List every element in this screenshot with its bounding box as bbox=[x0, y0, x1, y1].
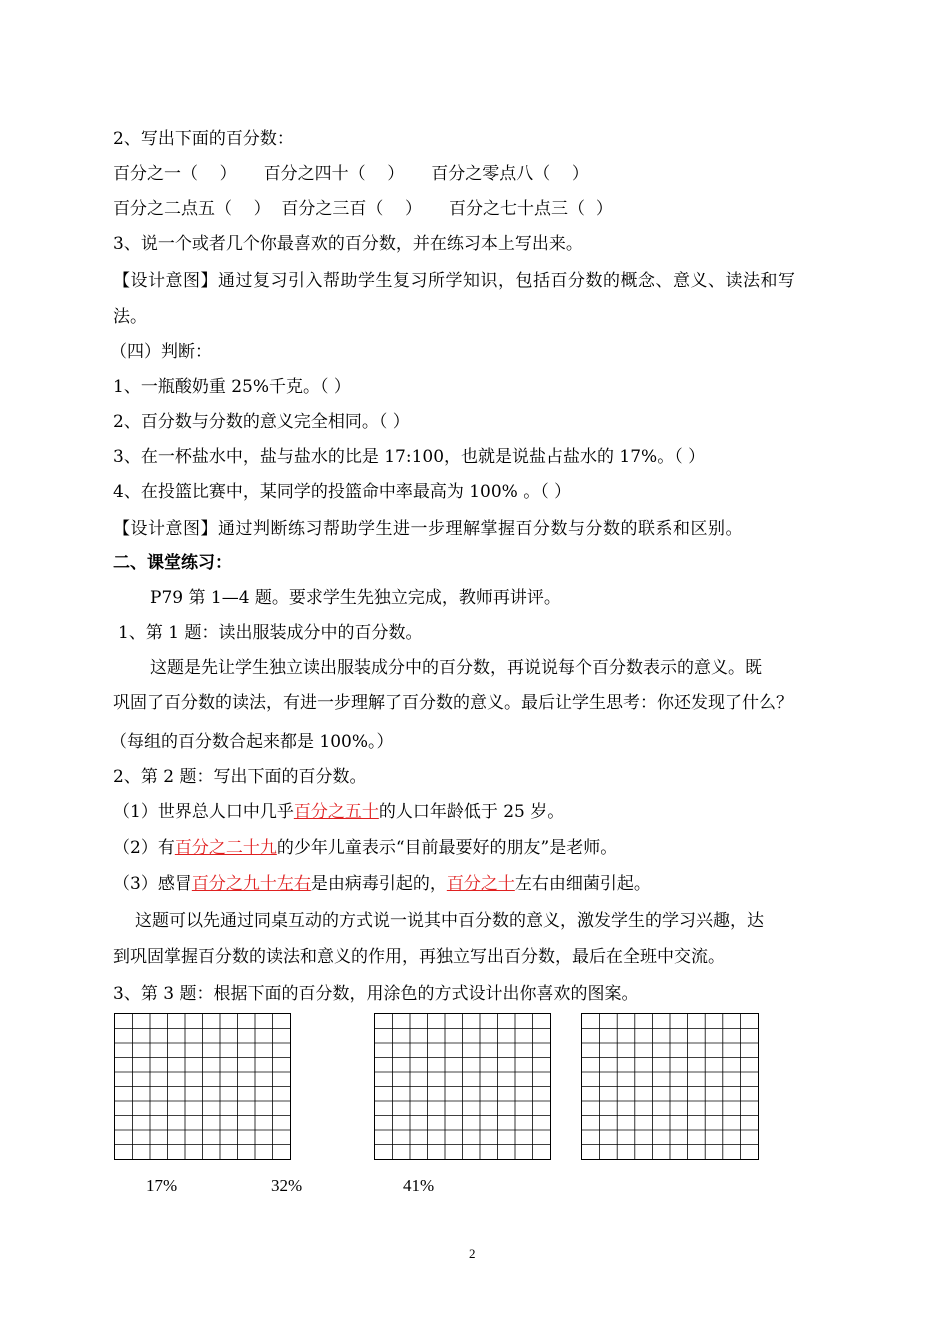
practice-1-explanation-cont: 巩固了百分数的读法，有进一步理解了百分数的意义。最后让学生思考：你还发现了什么？ bbox=[113, 693, 793, 713]
item-text: （3）感冒 bbox=[113, 874, 192, 894]
percent-label-2: 32% bbox=[271, 1176, 303, 1195]
practice-intro: P79 第 1—4 题。要求学生先独立完成，教师再讲评。 bbox=[150, 588, 561, 608]
practice-1-explanation: 这题是先让学生独立读出服装成分中的百分数，再说说每个百分数表示的意义。既 bbox=[150, 658, 762, 678]
practice-2-explanation: 这题可以先通过同桌互动的方式说一说其中百分数的意义，激发学生的学习兴趣，达 bbox=[135, 911, 764, 931]
section-judgement-heading: （四）判断： bbox=[110, 342, 212, 362]
question-2-row-2: 百分之二点五（ ） 百分之三百（ ） 百分之七十点三（ ） bbox=[113, 199, 613, 219]
item-text: 左右由细菌引起。 bbox=[514, 874, 651, 894]
answer-highlight: 百分之九十左右 bbox=[191, 874, 311, 894]
percent-label-3: 41% bbox=[403, 1176, 435, 1195]
answer-highlight: 百分之五十 bbox=[293, 802, 379, 822]
judgement-1: 1、一瓶酸奶重 25%千克。（ ） bbox=[113, 377, 351, 397]
practice-2-explanation-cont: 到巩固掌握百分数的读法和意义的作用，再独立写出百分数，最后在全班中交流。 bbox=[113, 947, 725, 967]
item-text: 是由病毒引起的， bbox=[310, 874, 447, 894]
practice-1: 1、第 1 题：读出服装成分中的百分数。 bbox=[118, 623, 423, 643]
hundred-grid-2[interactable] bbox=[374, 1013, 551, 1160]
page-number: 2 bbox=[469, 1246, 476, 1261]
item-text: 的少年儿童表示“目前最要好的朋友”是老师。 bbox=[276, 838, 618, 858]
answer-highlight: 百分之二十九 bbox=[174, 838, 277, 858]
item-text: 的人口年龄低于 25 岁。 bbox=[378, 802, 565, 822]
practice-1-note: （每组的百分数合起来都是 100%。） bbox=[110, 732, 394, 752]
design-intent-2: 【设计意图】通过判断练习帮助学生进一步理解掌握百分数与分数的联系和区别。 bbox=[113, 519, 743, 539]
judgement-4: 4、在投篮比赛中，某同学的投篮命中率最高为 100% 。（ ） bbox=[113, 482, 572, 502]
design-intent-1-cont: 法。 bbox=[113, 307, 147, 327]
section-classroom-practice-heading: 二、课堂练习： bbox=[113, 553, 232, 573]
item-text: （2）有 bbox=[113, 838, 175, 858]
practice-2-item-2 bbox=[113, 837, 617, 859]
question-3: 3、说一个或者几个你最喜欢的百分数，并在练习本上写出来。 bbox=[113, 234, 583, 254]
answer-highlight: 百分之十 bbox=[446, 874, 515, 894]
judgement-3: 3、在一杯盐水中，盐与盐水的比是 17:100，也就是说盐占盐水的 17%。（ ） bbox=[113, 447, 706, 467]
practice-2: 2、第 2 题：写出下面的百分数。 bbox=[113, 767, 367, 787]
question-2-row-1: 百分之一（ ） 百分之四十（ ） 百分之零点八（ ） bbox=[113, 164, 589, 184]
percent-label-1: 17% bbox=[146, 1176, 178, 1195]
practice-2-item-1 bbox=[113, 801, 564, 823]
question-2-heading: 2、写出下面的百分数： bbox=[113, 129, 294, 149]
hundred-grid-1[interactable] bbox=[114, 1013, 291, 1160]
practice-2-item-3 bbox=[113, 873, 651, 895]
item-text: （1）世界总人口中几乎 bbox=[113, 802, 294, 822]
hundred-grid-3[interactable] bbox=[581, 1013, 759, 1160]
judgement-2: 2、百分数与分数的意义完全相同。（ ） bbox=[113, 412, 410, 432]
design-intent-1: 【设计意图】通过复习引入帮助学生复习所学知识，包括百分数的概念、意义、读法和写 bbox=[113, 271, 796, 291]
practice-3: 3、第 3 题：根据下面的百分数，用涂色的方式设计出你喜欢的图案。 bbox=[113, 984, 639, 1004]
